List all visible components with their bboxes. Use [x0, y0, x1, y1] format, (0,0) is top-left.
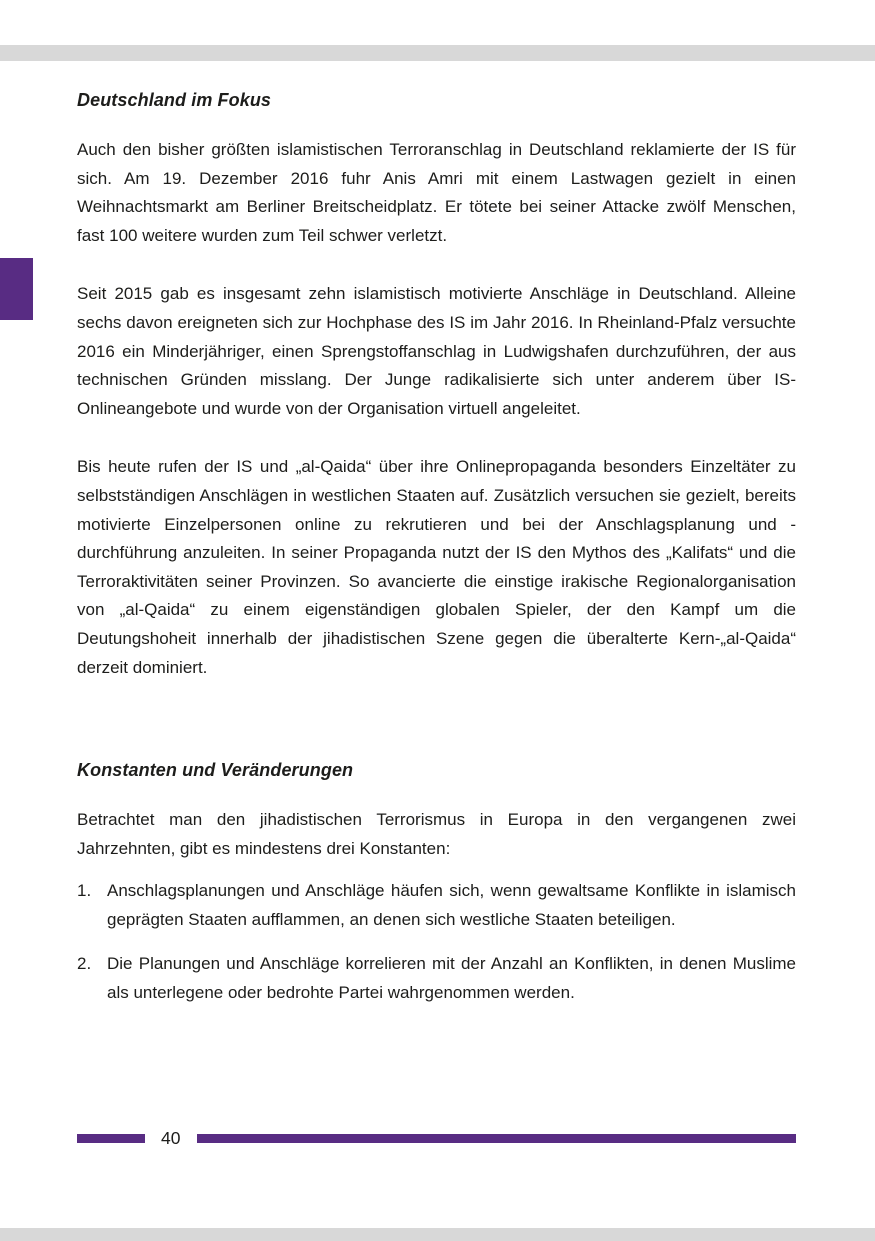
page-footer — [77, 1128, 796, 1149]
footer-bar-long — [197, 1134, 796, 1143]
list-item-marker: 1. — [77, 881, 92, 901]
footer-bar-short — [77, 1134, 145, 1143]
list-item — [77, 877, 796, 934]
purple-margin-tab — [0, 258, 33, 320]
paragraph-amri-anschlag: Auch den bisher größten islamistischen Terroranschlag in Deutschland reklamierte der IS für sich. Am 19. Dezember 2016 fuhr Anis Amri mit einem Lastwagen gezielt in einen Weihnachtsmarkt am Berliner Breitscheidplatz. Er tötete bei seiner Attacke zwölf Menschen, fast 100 weitere wurden zum Teil schwer verletzt. — [77, 140, 796, 245]
section-gap — [77, 712, 796, 760]
list-item — [77, 950, 796, 1007]
list-item-text: Anschlagsplanungen und Anschläge häufen sich, wenn gewaltsame Konflikte in islamisch geprägten Staaten aufflammen, an denen sich westliche Staaten beteiligen. — [107, 881, 796, 929]
section-heading-deutschland-im-fokus: Deutschland im Fokus — [77, 90, 272, 110]
section-heading-konstanten: Konstanten und Veränderungen — [77, 760, 354, 781]
numbered-list — [77, 877, 796, 1007]
list-item-marker: 2. — [77, 954, 92, 974]
paragraph-onlinepropaganda: Bis heute rufen der IS und „al-Qaida“ über ihre Onlinepropaganda besonders Einzeltäter zu selbstständigen Anschlägen in westlichen Staaten auf. Zusätzlich versuchen sie gezielt, bereits motivierte Einzelpersonen online zu rekrutieren und bei der Anschlagsplanung und -durchführung anzuleiten. In seiner Propaganda nutzt der IS den Mythos des „Kalifats“ und die Terroraktivitäten seiner Provinzen. So avancierte die einstige irakische Regionalorganisation von „al-Qaida“ zu einem eigenständigen globalen Spieler, der den Kampf um die Deutungshoheit innerhalb der jihadistischen Szene gegen die überalterte Kern-„al-Qaida“ derzeit dominiert. — [77, 457, 796, 677]
page-content — [77, 90, 796, 1024]
paragraph-konstanten-intro: Betrachtet man den jihadistischen Terrorismus in Europa in den vergangenen zwei Jahrzehnten, gibt es mindestens drei Konstanten: — [77, 810, 796, 858]
paragraph-anschlaege-seit-2015: Seit 2015 gab es insgesamt zehn islamistisch motivierte Anschläge in Deutschland. Alleine sechs davon ereigneten sich zur Hochphase des IS im Jahr 2016. In Rheinland-Pfalz versuchte 2016 ein Minderjähriger, einen Sprengstoffanschlag in Ludwigshafen durchzuführen, der aus technischen Gründen misslang. Der Junge radikalisierte sich unter anderem über IS-Onlineangebote und wurde von der Organisation virtuell angeleitet. — [77, 284, 796, 418]
bottom-gray-strip — [0, 1228, 875, 1241]
list-item-text: Die Planungen und Anschläge korrelieren mit der Anzahl an Konflikten, in denen Muslime als unterlegene oder bedrohte Partei wahrgenommen werden. — [107, 954, 796, 1003]
page-number: 40 — [161, 1128, 181, 1148]
top-gray-strip — [0, 45, 875, 61]
